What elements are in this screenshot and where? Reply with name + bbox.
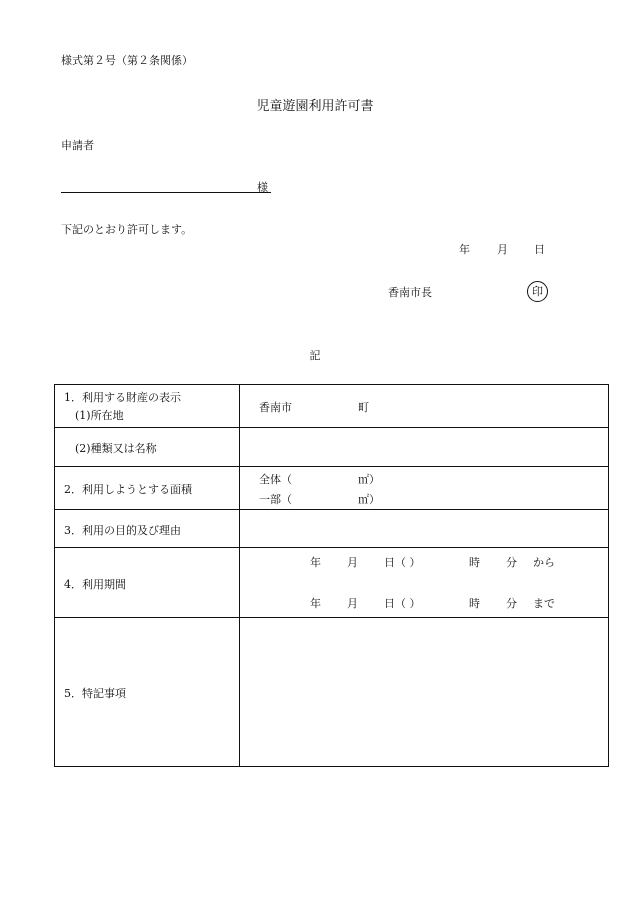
period-start-year: 年 [310,556,321,569]
document-title: 児童遊園利用許可書 [256,99,374,114]
table-row-period [55,548,608,618]
period-label: 4．利用期間 [64,578,126,591]
form-number: 様式第２号（第２条関係） [61,54,193,67]
purpose-label: 3．利用の目的及び理由 [64,524,181,537]
period-until: まで [533,597,555,610]
period-end-day: 日（ ） [384,597,421,610]
notes-label: 5．特記事項 [64,687,126,700]
area-part-unit: ㎡） [358,493,380,506]
area-cell[interactable] [240,467,608,509]
applicant-name-line [61,178,271,193]
applicant-honorific: 様 [257,181,268,194]
type-cell[interactable] [240,428,608,466]
area-part-label: 一部（ [259,493,292,506]
issue-date-year: 年 [459,243,470,256]
period-end-month: 月 [347,597,358,610]
period-start-hour: 時 [469,556,480,569]
detail-table [54,384,609,767]
period-end-minute: 分 [506,597,517,610]
applicant-label: 申請者 [61,139,94,152]
location-label: (1)所在地 [75,409,124,422]
permit-statement: 下記のとおり許可します。 [61,223,193,236]
table-row-area [55,467,608,510]
type-label: (2)種類又は名称 [75,442,157,455]
issuer-title: 香南市長 [388,286,432,299]
period-cell[interactable] [240,548,608,617]
location-city: 香南市 [259,401,292,414]
location-cell[interactable] [240,385,608,427]
table-row-notes [55,618,608,766]
area-whole-unit: ㎡） [358,473,380,486]
table-row-location [55,385,608,428]
period-end-year: 年 [310,597,321,610]
period-end-hour: 時 [469,597,480,610]
period-start-month: 月 [347,556,358,569]
issue-date-day: 日 [534,243,545,256]
property-label: 1．利用する財産の表示 [64,391,181,404]
issue-date-month: 月 [497,243,508,256]
purpose-cell[interactable] [240,510,608,547]
table-row-type [55,428,608,467]
period-start-day: 日（ ） [384,556,421,569]
table-row-purpose [55,510,608,548]
period-from: から [533,556,555,569]
location-town: 町 [358,401,369,414]
period-start-minute: 分 [506,556,517,569]
area-label: 2．利用しようとする面積 [64,483,192,496]
area-whole-label: 全体（ [259,473,292,486]
notes-cell[interactable] [240,618,608,766]
note-heading: 記 [309,349,321,362]
seal-stamp: 印 [527,281,548,302]
